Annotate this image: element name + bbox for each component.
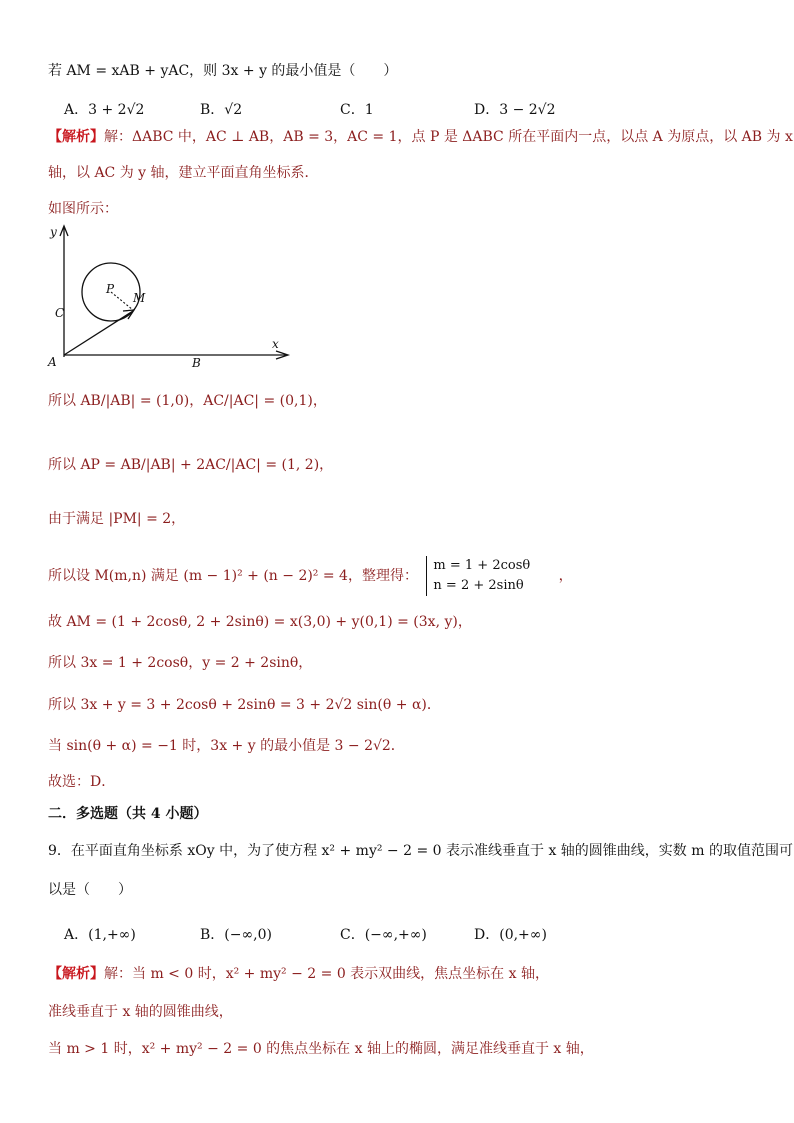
equation-n: n = 2 + 2sinθ — [433, 578, 524, 593]
solution-9-line-3: 当 m > 1 时，x² + my² − 2 = 0 的焦点坐标在 x 轴上的椭圆，满足准线垂直于 x 轴， — [48, 1041, 594, 1057]
option-value: (−∞,0) — [224, 927, 272, 943]
section-heading-multi-choice: 二．多选题（共 4 小题） — [48, 806, 208, 822]
solution-9-line-1 — [48, 965, 549, 983]
option-label: D． — [474, 102, 500, 118]
label-b: B — [192, 356, 201, 370]
question-8-stem: 若 AM = xAB + yAC，则 3x + y 的最小值是（ ） — [48, 63, 398, 79]
solution-8-line-5: 所以 AP = AB/|AB| + 2AC/|AC| = (1, 2)， — [48, 457, 334, 473]
option-label: B． — [200, 927, 225, 943]
option-label: D． — [474, 927, 500, 943]
q8-option-d — [474, 99, 556, 119]
solution-8-line-10: 所以 3x + y = 3 + 2cosθ + 2sinθ = 3 + 2√2 sin(θ + α)． — [48, 697, 441, 713]
option-value: 1 — [364, 102, 374, 118]
label-m: M — [133, 291, 146, 305]
option-value: √2 — [224, 102, 243, 118]
solution-tag: 【解析】 — [48, 129, 104, 145]
solution-8-line-9: 所以 3x = 1 + 2cosθ，y = 2 + 2sinθ， — [48, 655, 313, 671]
label-p: P — [106, 282, 115, 296]
question-9-stem-line-1: 9．在平面直角坐标系 xOy 中，为了使方程 x² + my² − 2 = 0 表示准线垂直于 x 轴的圆锥曲线，实数 m 的取值范围可 — [48, 843, 793, 859]
q9-option-a — [64, 924, 136, 944]
option-value: (1,+∞) — [88, 927, 136, 943]
label-c: C — [55, 306, 65, 320]
solution-8-line-1 — [48, 128, 793, 146]
solution-tag: 【解析】 — [48, 966, 104, 982]
q9-option-c — [340, 924, 427, 944]
option-value: (0,+∞) — [499, 927, 547, 943]
equation-system — [426, 556, 530, 596]
solution-8-line-12: 故选：D． — [48, 774, 116, 790]
q8-option-c — [340, 99, 374, 119]
option-label: A． — [64, 102, 89, 118]
solution-text: 所以设 M(m,n) 满足 (m − 1)² + (n − 2)² = 4，整理得： — [48, 568, 418, 584]
solution-8-line-11: 当 sin(θ + α) = −1 时，3x + y 的最小值是 3 − 2√2． — [48, 738, 405, 754]
label-y: y — [50, 225, 57, 239]
solution-8-line-8: 故 AM = (1 + 2cosθ, 2 + 2sinθ) = x(3,0) + y(0,1) = (3x, y)， — [48, 614, 472, 630]
trailing-comma: ， — [558, 568, 573, 584]
solution-text: 解：ΔABC 中，AC ⊥ AB，AB = 3，AC = 1，点 P 是 ΔABC 所在平面内一点，以点 A 为原点，以 AB 为 x — [104, 129, 793, 145]
equation-m: m = 1 + 2cosθ — [433, 558, 531, 573]
option-value: (−∞,+∞) — [364, 927, 427, 943]
q8-option-a — [64, 99, 144, 119]
q9-option-d — [474, 924, 547, 944]
option-label: C． — [340, 927, 365, 943]
option-label: B． — [200, 102, 225, 118]
q8-option-b — [200, 99, 242, 119]
solution-8-line-7 — [48, 556, 573, 596]
solution-8-line-3: 如图所示： — [48, 201, 118, 217]
solution-8-line-2: 轴，以 AC 为 y 轴，建立平面直角坐标系． — [48, 165, 319, 181]
solution-8-line-6: 由于满足 |PM| = 2， — [48, 511, 186, 527]
segment-pm — [111, 292, 133, 310]
label-a: A — [48, 355, 57, 369]
option-value: 3 + 2√2 — [88, 102, 145, 118]
coordinate-diagram — [40, 222, 300, 372]
option-value: 3 − 2√2 — [499, 102, 556, 118]
q9-option-b — [200, 924, 272, 944]
label-x: x — [272, 337, 279, 351]
solution-9-line-2: 准线垂直于 x 轴的圆锥曲线， — [48, 1004, 233, 1020]
option-label: A． — [64, 927, 89, 943]
solution-8-line-4: 所以 AB/|AB| = (1,0)，AC/|AC| = (0,1)， — [48, 393, 327, 409]
option-label: C． — [340, 102, 365, 118]
solution-text: 解：当 m < 0 时，x² + my² − 2 = 0 表示双曲线，焦点坐标在 x 轴， — [104, 966, 549, 982]
question-9-stem-line-2: 以是（ ） — [48, 882, 132, 898]
